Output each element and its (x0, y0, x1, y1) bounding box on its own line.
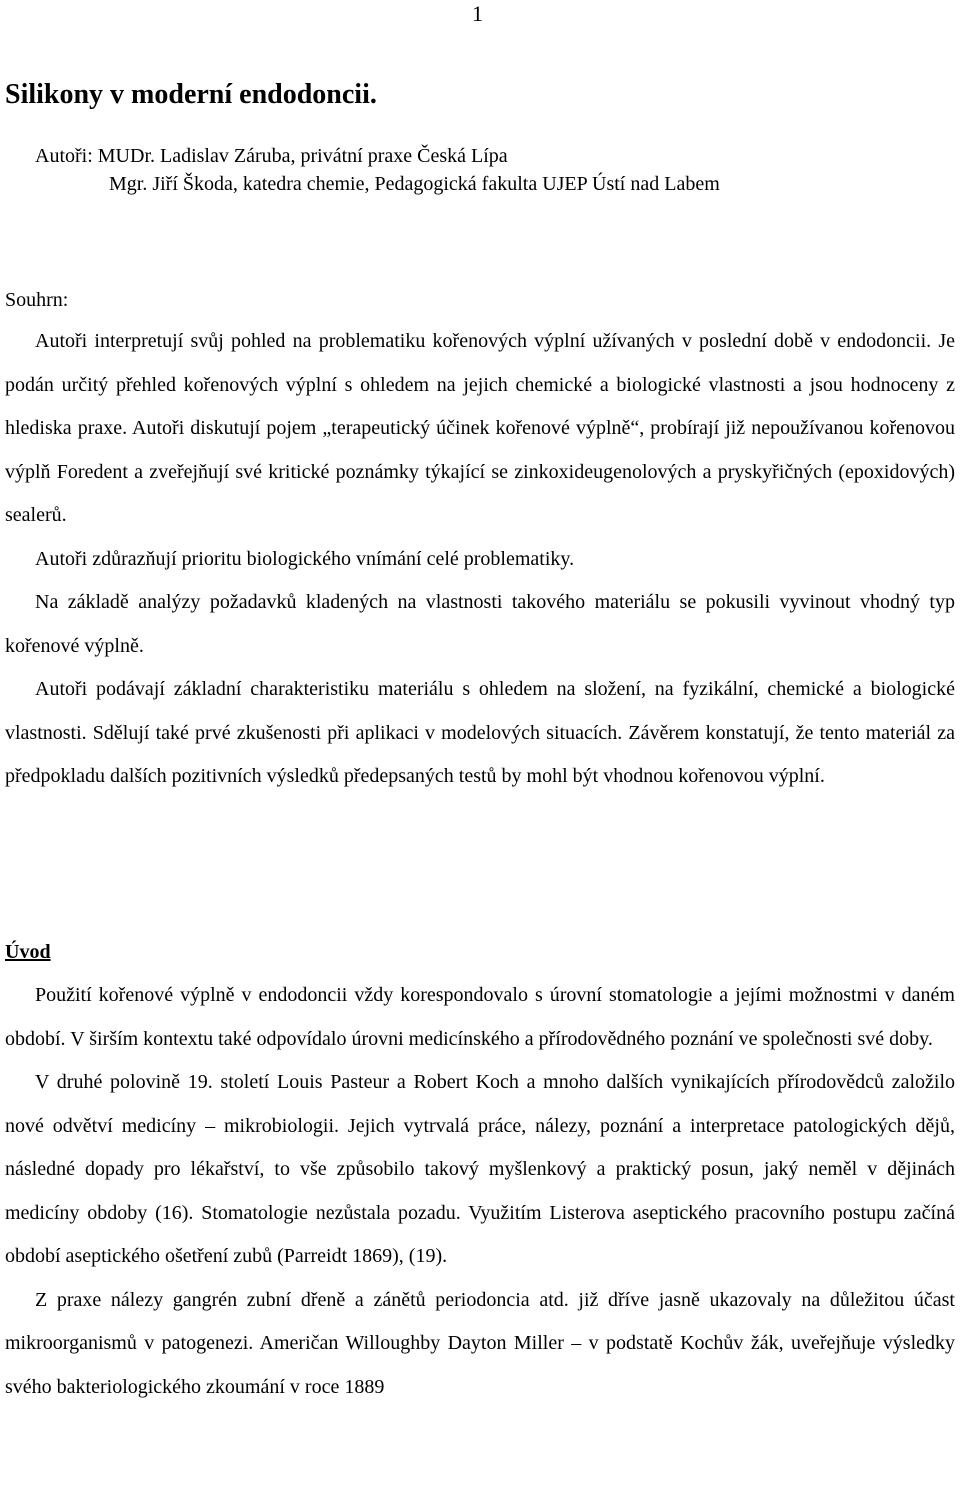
page-number: 1 (472, 1, 483, 26)
authors-line-1: Autoři: MUDr. Ladislav Záruba, privátní praxe Česká Lípa (35, 145, 508, 167)
authors-block (35, 142, 720, 198)
intro-heading: Úvod (5, 941, 51, 963)
paper-title: Silikony v moderní endodoncii. (5, 79, 377, 110)
authors-line-2: Mgr. Jiří Škoda, katedra chemie, Pedagogická fakulta UJEP Ústí nad Labem (109, 173, 720, 195)
intro-paragraph-1: Použití kořenové výplně v endodoncii vždy korespondovalo s úrovní stomatologie a jejími možnostmi v daném období. V širším kontextu také odpovídalo úrovni medicínského a přírodovědného poznání ve společnosti své doby. (5, 984, 955, 1050)
summary-body (5, 320, 955, 799)
intro-body (5, 974, 955, 1409)
summary-paragraph-3: Na základě analýzy požadavků kladených na vlastnosti takového materiálu se pokusili vyvinout vhodný typ kořenové výplně. (5, 591, 955, 657)
summary-paragraph-2: Autoři zdůrazňují prioritu biologického vnímání celé problematiky. (35, 547, 575, 570)
summary-label: Souhrn: (5, 289, 69, 311)
intro-paragraph-2: V druhé polovině 19. století Louis Pasteur a Robert Koch a mnoho dalších vynikajících přírodovědců založilo nové odvětví medicíny – mikrobiologii. Jejich vytrvalá práce, nálezy, poznání a interpretace patologických dějů, následné dopady pro lékařství, to vše způsobilo takový myšlenkový a praktický posun, jaký neměl v dějinách medicíny obdoby (16). Stomatologie nezůstala pozadu. Využitím Listerova aseptického pracovního postupu začíná období aseptického ošetření zubů (Parreidt 1869), (19). (5, 1071, 955, 1267)
intro-paragraph-3: Z praxe nálezy gangrén zubní dřeně a zánětů periodoncia atd. již dříve jasně ukazovaly na důležitou účast mikroorganismů v patogenezi. Američan Willoughby Dayton Miller – v podstatě Kochův žák, uveřejňuje výsledky svého bakteriologického zkoumání v roce 1889 (5, 1288, 955, 1398)
summary-paragraph-4: Autoři podávají základní charakteristiku materiálu s ohledem na složení, na fyzikální, chemické a biologické vlastnosti. Sdělují také prvé zkušenosti při aplikaci v modelových situacích. Závěrem konstatují, že tento materiál za předpokladu dalších pozitivních výsledků předepsaných testů by mohl být vhodnou kořenovou výplní. (5, 678, 955, 787)
summary-paragraph-1: Autoři interpretují svůj pohled na problematiku kořenových výplní užívaných v poslední době v endodoncii. Je podán určitý přehled kořenových výplní s ohledem na jejich chemické a biologické vlastnosti a jsou hodnoceny z hlediska praxe. Autoři diskutují pojem „terapeutický účinek kořenové výplně“, probírají již nepoužívanou kořenovou výplň Foredent a zveřejňují své kritické poznámky týkající se zinkoxideugenolových a pryskyřičných (epoxidových) sealerů. (5, 330, 955, 526)
